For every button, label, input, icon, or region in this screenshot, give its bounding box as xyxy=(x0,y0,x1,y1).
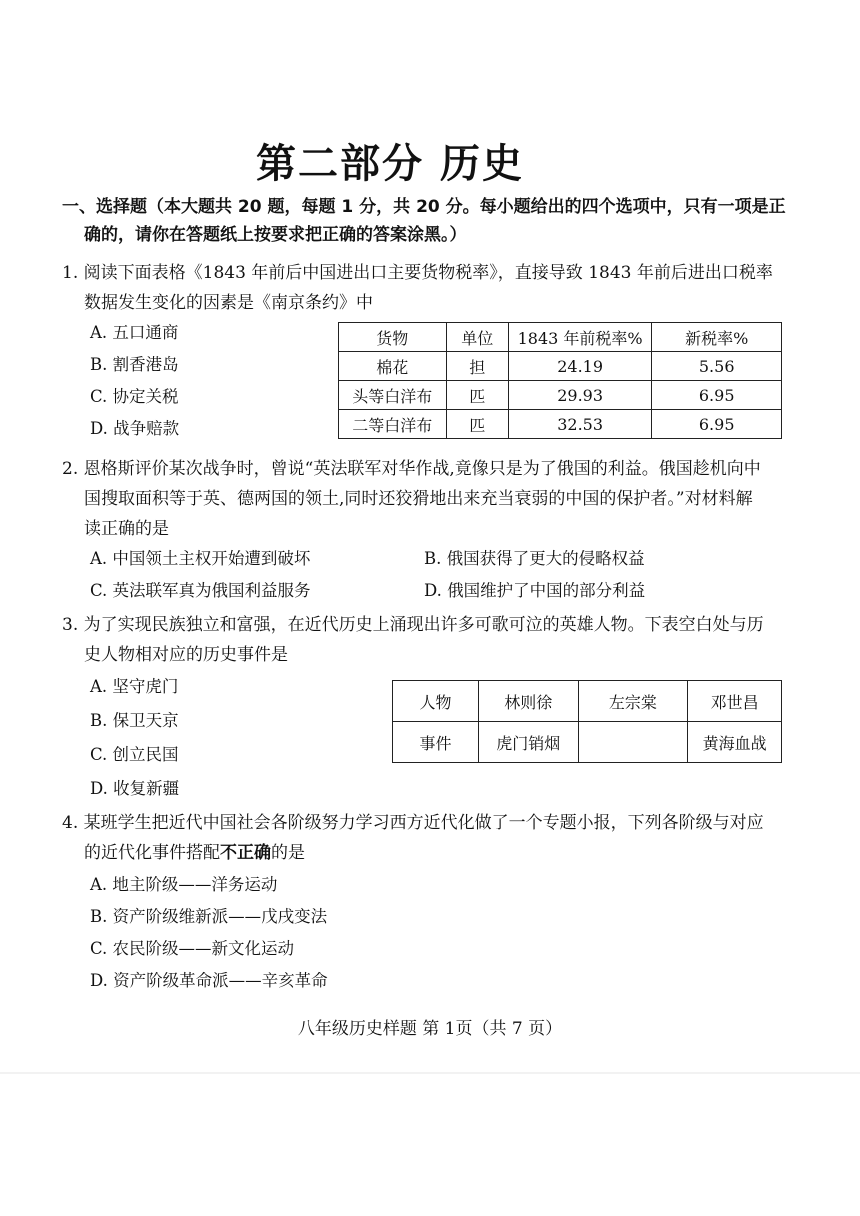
q4-option-a: A. 地主阶级——洋务运动 xyxy=(90,875,278,894)
q4-stem-text-end: 的是 xyxy=(271,843,305,863)
table-cell: 事件 xyxy=(393,722,479,763)
table-cell: 32.53 xyxy=(508,410,652,439)
q4-stem-line1: 4. 某班学生把近代中国社会各阶级努力学习西方近代化做了一个专题小报，下列各阶级与对应 xyxy=(62,813,764,833)
q3-option-c: C. 创立民国 xyxy=(90,745,179,764)
table-cell: 邓世昌 xyxy=(688,681,782,722)
q1-option-d: D. 战争赔款 xyxy=(90,419,180,438)
table-cell: 虎门销烟 xyxy=(478,722,578,763)
q1-tax-table xyxy=(338,322,782,439)
q1-option-b: B. 割香港岛 xyxy=(90,355,179,374)
q3-hero-table xyxy=(392,680,782,763)
page-footer: 八年级历史样题 第 1页（共 7 页） xyxy=(297,1019,563,1039)
table-cell: 匹 xyxy=(446,381,508,410)
table-row xyxy=(339,381,782,410)
table-cell: 匹 xyxy=(446,410,508,439)
table-row xyxy=(393,681,782,722)
q4-stem-text: 的近代化事件搭配 xyxy=(84,843,220,863)
q4-option-c: C. 农民阶级——新文化运动 xyxy=(90,939,295,958)
q2-stem-line1: 2. 恩格斯评价某次战争时，曾说“英法联军对华作战,竟像只是为了俄国的利益。俄国趁机向中 xyxy=(62,459,761,479)
table-cell: 人物 xyxy=(393,681,479,722)
q1-stem-line2: 数据发生变化的因素是《南京条约》中 xyxy=(84,293,373,313)
q3-option-d: D. 收复新疆 xyxy=(90,779,180,798)
table-cell-blank xyxy=(578,722,688,763)
q2-stem-line2: 国搜取面积等于英、德两国的领土,同时还狡猾地出来充当衰弱的中国的保护者。”对材料解 xyxy=(84,489,753,509)
table-cell: 林则徐 xyxy=(478,681,578,722)
table-cell: 棉花 xyxy=(339,352,447,381)
section-heading-line2: 确的，请你在答题纸上按要求把正确的答案涂黑。） xyxy=(84,225,467,245)
scan-divider xyxy=(0,1072,860,1074)
table-header-cell: 单位 xyxy=(446,323,508,352)
table-cell: 5.56 xyxy=(652,352,782,381)
q1-option-a: A. 五口通商 xyxy=(90,323,179,342)
q4-emphasis-text: 不正确 xyxy=(220,843,271,863)
q3-option-b: B. 保卫天京 xyxy=(90,711,179,730)
table-cell: 左宗棠 xyxy=(578,681,688,722)
table-cell: 头等白洋布 xyxy=(339,381,447,410)
q2-option-b: B. 俄国获得了更大的侵略权益 xyxy=(424,549,645,568)
q4-option-d: D. 资产阶级革命派——辛亥革命 xyxy=(90,971,328,990)
table-row xyxy=(393,722,782,763)
table-header-cell: 新税率% xyxy=(652,323,782,352)
q1-option-c: C. 协定关税 xyxy=(90,387,179,406)
q3-option-a: A. 坚守虎门 xyxy=(90,677,179,696)
table-row xyxy=(339,410,782,439)
q2-option-d: D. 俄国维护了中国的部分利益 xyxy=(424,581,646,600)
table-header-cell: 1843 年前税率% xyxy=(508,323,652,352)
page-title: 第二部分 历史 xyxy=(256,141,524,187)
table-cell: 6.95 xyxy=(652,381,782,410)
q2-option-a: A. 中国领土主权开始遭到破坏 xyxy=(90,549,311,568)
table-header-row xyxy=(339,323,782,352)
table-cell: 6.95 xyxy=(652,410,782,439)
q4-option-b: B. 资产阶级维新派——戊戌变法 xyxy=(90,907,328,926)
table-header-cell: 货物 xyxy=(339,323,447,352)
table-cell: 担 xyxy=(446,352,508,381)
q4-stem-line2 xyxy=(84,842,305,864)
table-cell: 二等白洋布 xyxy=(339,410,447,439)
section-heading-line1: 一、选择题（本大题共 20 题，每题 1 分，共 20 分。每小题给出的四个选项中，只有一项是正 xyxy=(62,197,786,217)
q2-option-c: C. 英法联军真为俄国利益服务 xyxy=(90,581,311,600)
table-cell: 黄海血战 xyxy=(688,722,782,763)
table-row xyxy=(339,352,782,381)
q2-stem-line3: 读正确的是 xyxy=(84,519,169,539)
q3-stem-line1: 3. 为了实现民族独立和富强，在近代历史上涌现出许多可歌可泣的英雄人物。下表空白处与历 xyxy=(62,615,764,635)
q3-stem-line2: 史人物相对应的历史事件是 xyxy=(84,645,288,665)
q1-stem-line1: 1. 阅读下面表格《1843 年前后中国进出口主要货物税率》，直接导致 1843 年前后进出口税率 xyxy=(62,263,773,283)
table-cell: 29.93 xyxy=(508,381,652,410)
table-cell: 24.19 xyxy=(508,352,652,381)
